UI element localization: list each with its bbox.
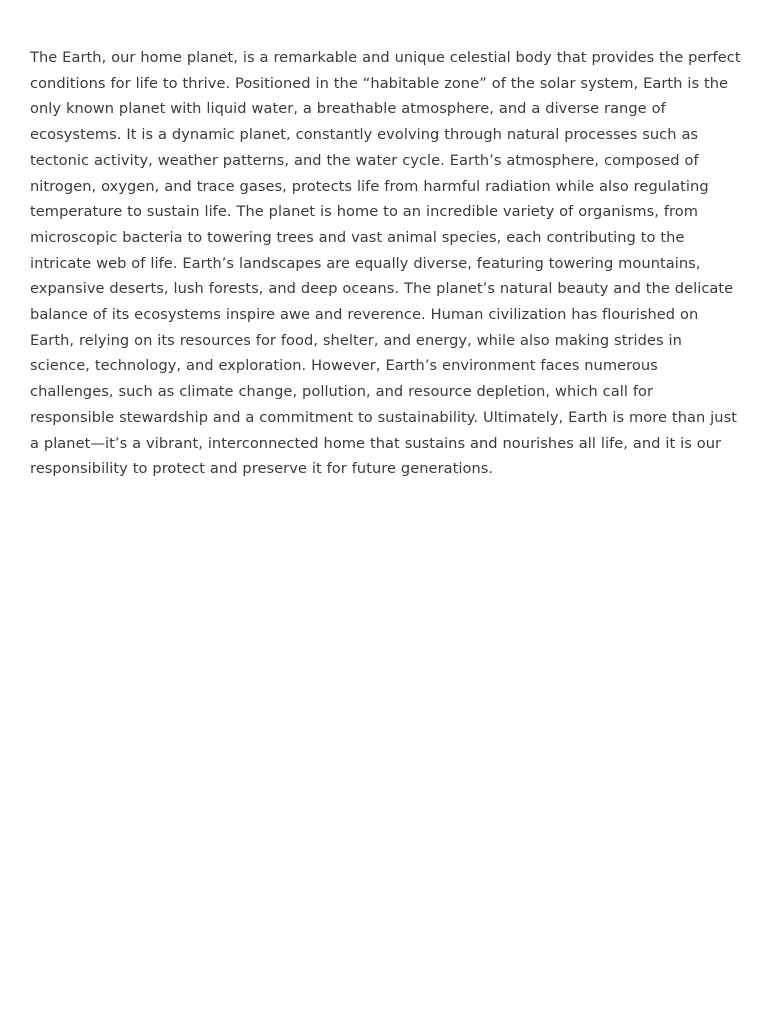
- document-page: [30, 45, 742, 482]
- body-paragraph: The Earth, our home planet, is a remarkable and unique celestial body that provides the perfect conditions for life to thrive. Positioned in the “habitable zone” of the solar system, Earth is the only known planet with liquid water, a breathable atmosphere, and a diverse range of ecosystems. It is a dynamic planet, constantly evolving through natural processes such as tectonic activity, weather patterns, and the water cycle. Earth’s atmosphere, composed of nitrogen, oxygen, and trace gases, protects life from harmful radiation while also regulating temperature to sustain life. The planet is home to an incredible variety of organisms, from microscopic bacteria to towering trees and vast animal species, each contributing to the intricate web of life. Earth’s landscapes are equally diverse, featuring towering mountains, expansive deserts, lush forests, and deep oceans. The planet’s natural beauty and the delicate balance of its ecosystems inspire awe and reverence. Human civilization has flourished on Earth, relying on its resources for food, shelter, and energy, while also making strides in science, technology, and exploration. However, Earth’s environment faces numerous challenges, such as climate change, pollution, and resource depletion, which call for responsible stewardship and a commitment to sustainability. Ultimately, Earth is more than just a planet—it’s a vibrant, interconnected home that sustains and nourishes all life, and it is our responsibility to protect and preserve it for future generations.: [30, 49, 741, 478]
